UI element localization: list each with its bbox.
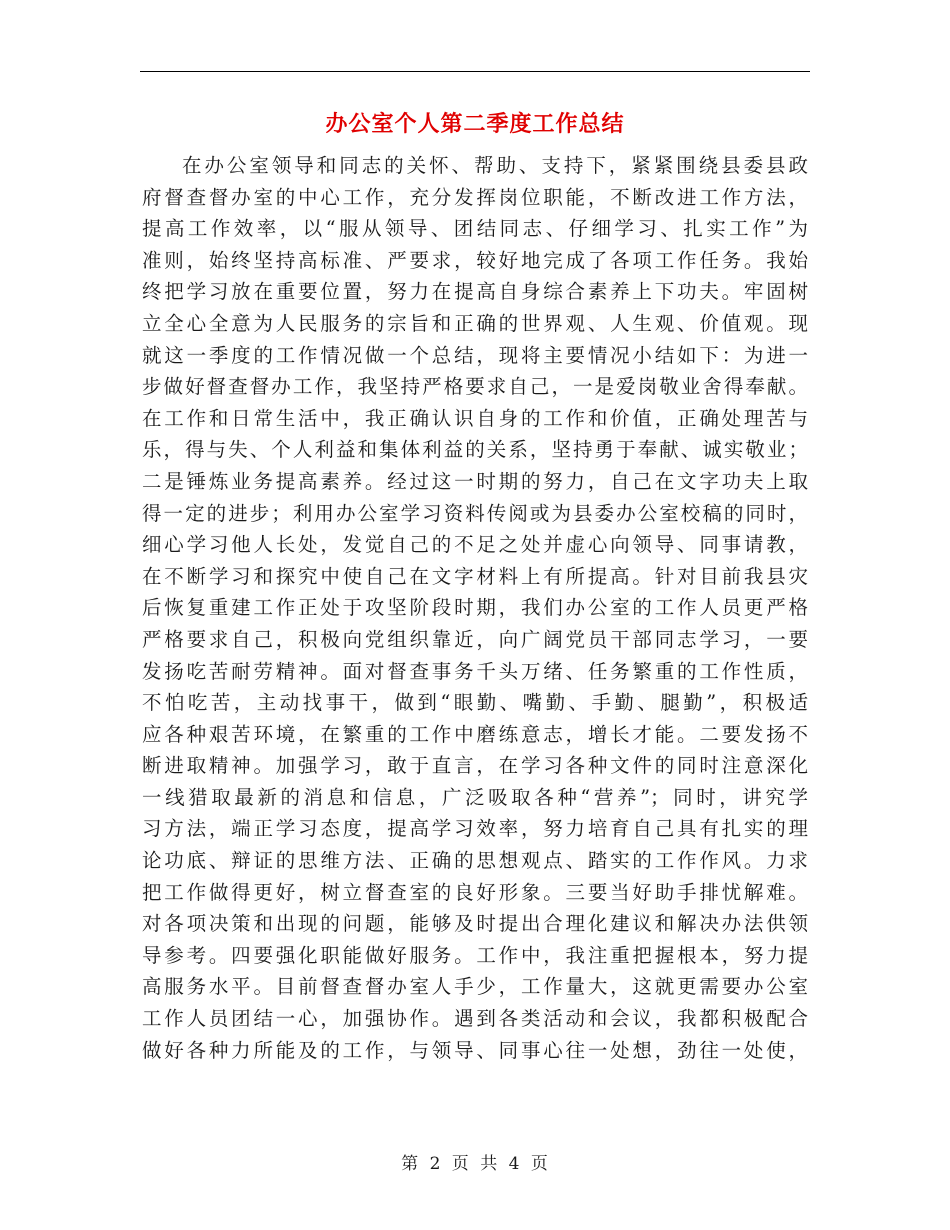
- body-line: 就这一季度的工作情况做一个总结，现将主要情况小结如下：为进一: [142, 343, 808, 367]
- page-number-footer: 第 2 页 共 4 页: [401, 1154, 549, 1174]
- document-body: [142, 150, 808, 1066]
- body-line: 导参考。四要强化职能做好服务。工作中，我注重把握根本，努力提: [142, 943, 808, 967]
- body-line: 府督查督办室的中心工作，充分发挥岗位职能，不断改进工作方法，: [142, 185, 808, 209]
- body-line: 断进取精神。加强学习，敢于直言，在学习各种文件的同时注意深化: [142, 754, 808, 778]
- document-title: 办公室个人第二季度工作总结: [325, 112, 625, 137]
- body-line: 立全心全意为人民服务的宗旨和正确的世界观、人生观、价值观。现: [142, 311, 808, 335]
- body-line: 终把学习放在重要位置，努力在提高自身综合素养上下功夫。牢固树: [142, 280, 808, 304]
- body-line: 乐，得与失、个人利益和集体利益的关系，坚持勇于奉献、诚实敬业；: [142, 438, 808, 462]
- body-line: 不怕吃苦，主动找事干，做到“眼勤、嘴勤、手勤、腿勤”，积极适: [142, 691, 808, 715]
- body-line: 高服务水平。目前督查督办室人手少，工作量大，这就更需要办公室: [142, 975, 808, 999]
- body-line: 准则，始终坚持高标准、严要求，较好地完成了各项工作任务。我始: [142, 248, 808, 272]
- body-line: 后恢复重建工作正处于攻坚阶段时期，我们办公室的工作人员更严格: [142, 596, 808, 620]
- body-line: 把工作做得更好，树立督查室的良好形象。三要当好助手排忧解难。: [142, 880, 808, 904]
- body-line: 一线猎取最新的消息和信息，广泛吸取各种“营养”；同时，讲究学: [142, 785, 808, 809]
- body-line: 细心学习他人长处，发觉自己的不足之处并虚心向领导、同事请教，: [142, 533, 808, 557]
- body-line: 步做好督查督办工作，我坚持严格要求自己，一是爱岗敬业舍得奉献。: [142, 375, 808, 399]
- body-line: 在办公室领导和同志的关怀、帮助、支持下，紧紧围绕县委县政: [182, 154, 808, 177]
- body-line: 应各种艰苦环境，在繁重的工作中磨练意志，增长才能。二要发扬不: [142, 722, 808, 746]
- body-line: 论功底、辩证的思维方法、正确的思想观点、踏实的工作作风。力求: [142, 849, 808, 873]
- body-line: 得一定的进步；利用办公室学习资料传阅或为县委办公室校稿的同时，: [142, 501, 808, 525]
- body-line: 严格要求自己，积极向党组织靠近，向广阔党员干部同志学习，一要: [142, 627, 808, 651]
- body-line: 在工作和日常生活中，我正确认识自身的工作和价值，正确处理苦与: [142, 406, 808, 430]
- body-line: 工作人员团结一心，加强协作。遇到各类活动和会议，我都积极配合: [142, 1007, 808, 1031]
- body-line: 做好各种力所能及的工作，与领导、同事心往一处想，劲往一处使，: [142, 1038, 808, 1062]
- body-line: 对各项决策和出现的问题，能够及时提出合理化建议和解决办法供领: [142, 912, 808, 936]
- header-rule: [140, 71, 810, 72]
- body-line: 习方法，端正学习态度，提高学习效率，努力培育自己具有扎实的理: [142, 817, 808, 841]
- body-line: 发扬吃苦耐劳精神。面对督查事务千头万绪、任务繁重的工作性质，: [142, 659, 808, 683]
- body-line: 二是锤炼业务提高素养。经过这一时期的努力，自己在文字功夫上取: [142, 469, 808, 493]
- body-line: 在不断学习和探究中使自己在文字材料上有所提高。针对目前我县灾: [142, 564, 808, 588]
- body-line: 提高工作效率，以“服从领导、团结同志、仔细学习、扎实工作”为: [142, 217, 808, 241]
